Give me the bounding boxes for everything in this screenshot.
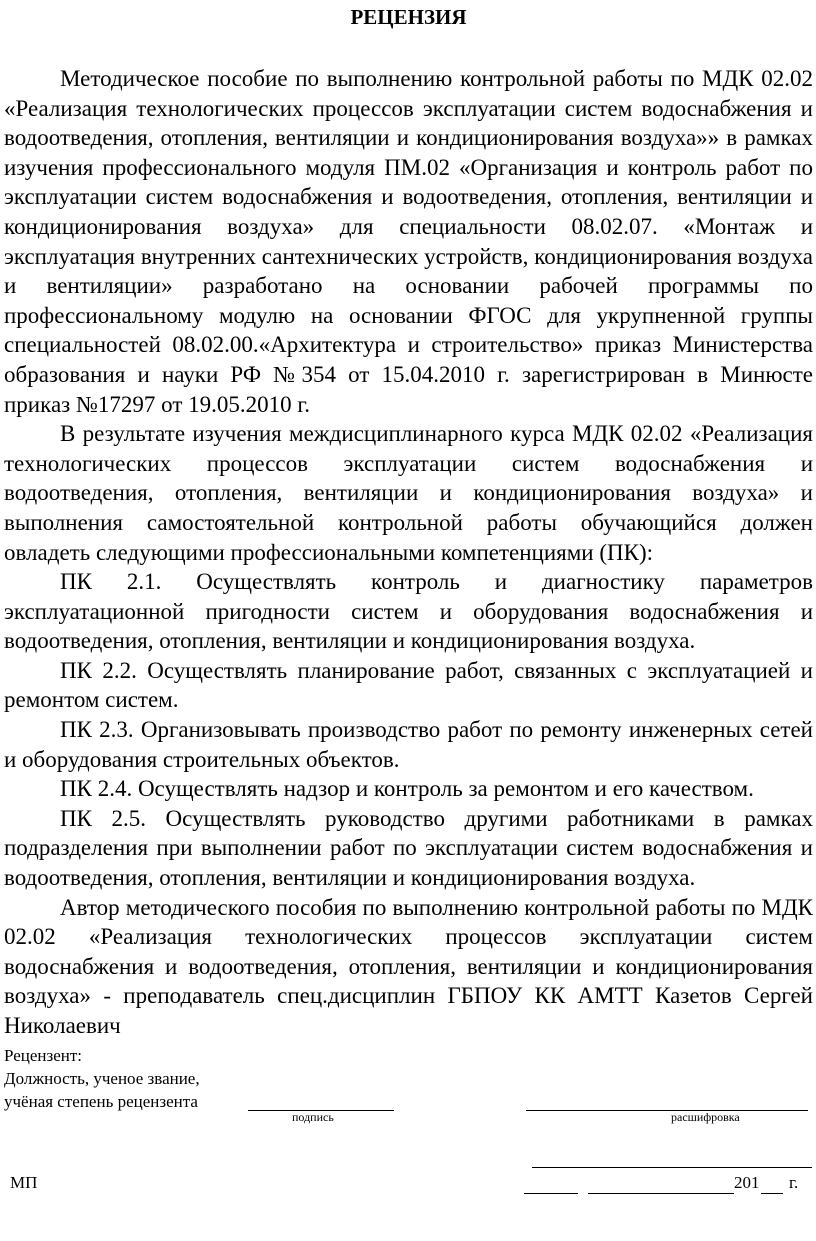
signature-block xyxy=(4,1044,813,1124)
reviewer-label: Рецензент: xyxy=(4,1045,83,1065)
paragraph-author: Автор методического пособия по выполнению контрольной работы по МДК 02.02 «Реализация технологических процессов эксплуатации систем водоснабжения и водоотведения, отопления, вентиляции и кондиционирования воздуха» - преподаватель спец.дисциплин ГБПОУ КК АМТТ Казетов Сергей Николаевич xyxy=(4,894,813,1038)
decode-field-line xyxy=(526,1090,808,1111)
paragraph-pk-2-5: ПК 2.5. Осуществлять руководство другими работниками в рамках подразделения при выполнении работ по эксплуатации систем водоснабжения и водоотведения, отопления, вентиляции и кондиционирования воздуха. xyxy=(4,805,813,891)
paragraph-pk-2-1: ПК 2.1. Осуществлять контроль и диагностику параметров эксплуатационной пригодности систем и оборудования водоснабжения и водоотведения, отопления, вентиляции и кондиционирования воздуха. xyxy=(4,569,813,654)
stamp-label: МП xyxy=(10,1173,38,1192)
signature-field-line xyxy=(248,1090,394,1111)
paragraph-competencies-intro: В результате изучения междисциплинарного курса МДК 02.02 «Реализация технологических процессов эксплуатации систем водоснабжения и водоотведения, отопления, вентиляции и кондиционирования воздуха» и выполнения самостоятельной контрольной работы обучающийся должен овладеть следующими профессиональными компетенциями (ПК): xyxy=(4,421,813,565)
day-field-line xyxy=(524,1173,578,1194)
signature-caption: подпись xyxy=(292,1109,334,1124)
extra-field-line xyxy=(532,1149,812,1168)
degree-label: учёная степень рецензента xyxy=(4,1091,198,1111)
year-prefix: 201 xyxy=(734,1173,760,1192)
paragraph-pk-2-3: ПК 2.3. Организовывать производство работ по ремонту инженерных сетей и оборудования строительных объектов. xyxy=(4,717,813,772)
decode-caption: расшифровка xyxy=(671,1109,740,1124)
review-body xyxy=(4,64,813,1041)
document-title: РЕЦЕНЗИЯ xyxy=(350,5,467,29)
document-page xyxy=(0,3,816,1241)
month-field-line xyxy=(588,1173,734,1194)
paragraph-pk-2-4: ПК 2.4. Осуществлять надзор и контроль за ремонтом и его качеством. xyxy=(60,776,754,802)
paragraph-intro: Методическое пособие по выполнению контрольной работы по МДК 02.02 «Реализация технологических процессов эксплуатации систем водоснабжения и водоотведения, отопления, вентиляции и кондиционирования воздуха»» в рамках изучения профессионального модуля ПМ.02 «Организация и контроль работ по эксплуатации систем водоснабжения и водоотведения, отопления, вентиляции и кондиционирования воздуха» для специальности 08.02.07. «Монтаж и эксплуатация внутренних сантехнических устройств, кондиционирования воздуха и вентиляции» разработано на основании рабочей программы по профессиональному модулю на основании ФГОС для укрупненной группы специальностей 08.02.00.«Архитектура и строительство» приказ Министерства образования и науки РФ №354 от 15.04.2010 г. зарегистрирован в Минюсте приказ №17297 от 19.05.2010 г. xyxy=(4,66,813,417)
position-label: Должность, ученое звание, xyxy=(4,1068,200,1088)
degree-line xyxy=(4,1090,813,1124)
year-field-line xyxy=(761,1173,783,1194)
year-end: г. xyxy=(789,1173,799,1192)
paragraph-pk-2-2: ПК 2.2. Осуществлять планирование работ, связанных с эксплуатацией и ремонтом систем. xyxy=(4,657,813,713)
